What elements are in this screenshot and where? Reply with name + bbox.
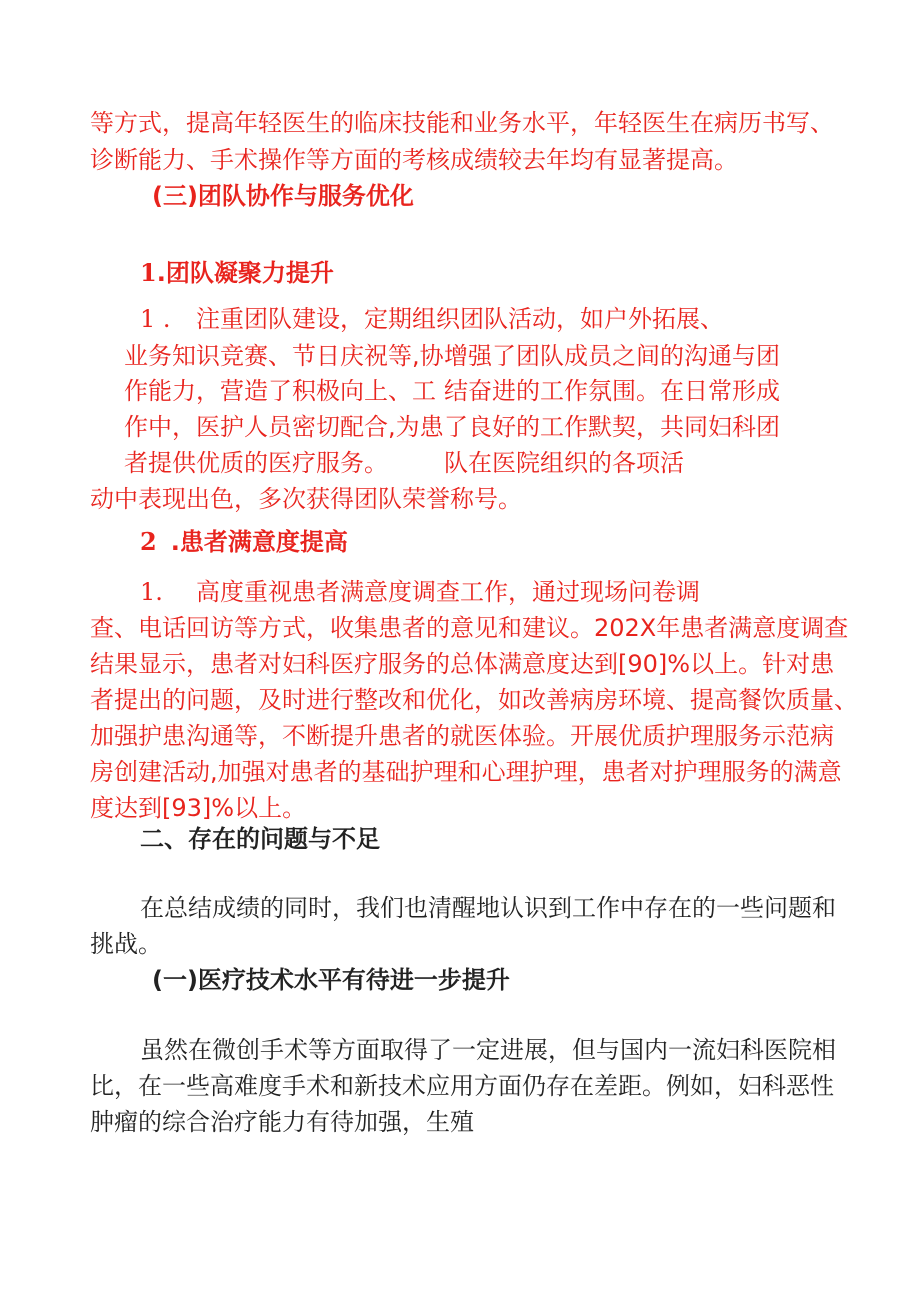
subheading-number: 1 — [140, 258, 157, 287]
paragraph-line: 肿瘤的综合治疗能力有待加强，生殖 — [90, 1108, 474, 1136]
paragraph-line: 等方式，提高年轻医生的临床技能和业务水平，年轻医生在病历书写、 — [90, 109, 834, 137]
column-left-line: 作中，医护人员密切配合,为患 — [124, 413, 444, 441]
paragraph-line: 比，在一些高难度手术和新技术应用方面仍存在差距。例如，妇科恶性 — [90, 1072, 834, 1100]
column-left-line: 业务知识竞赛、节日庆祝等,协 — [124, 342, 444, 370]
section-heading-problems: 二、存在的问题与不足 — [140, 825, 380, 853]
paragraph-line: 注重团队建设，定期组织团队活动，如户外拓展、 — [196, 305, 724, 333]
subheading-text: .患者满意度提高 — [170, 528, 348, 556]
paragraph-line: 度达到[93]%以上。 — [90, 794, 307, 822]
column-right-line: 结奋进的工作氛围。在日常形成 — [444, 377, 780, 405]
subheading-number: 2 — [140, 527, 157, 556]
column-left-line: 者提供优质的医疗服务。 — [124, 449, 388, 477]
paragraph-line: 诊断能力、手术操作等方面的考核成绩较去年均有显著提高。 — [90, 146, 738, 174]
column-right-line: 增强了团队成员之间的沟通与团 — [444, 342, 780, 370]
paragraph-line: 查、电话回访等方式，收集患者的意见和建议。202X年患者满意度调查 — [90, 614, 849, 642]
paragraph-line: 在总结成绩的同时，我们也清醒地认识到工作中存在的一些问题和 — [140, 894, 836, 922]
paragraph-line: 结果显示，患者对妇科医疗服务的总体满意度达到[90]%以上。针对患 — [90, 650, 835, 678]
paragraph-line: 加强护患沟通等，不断提升患者的就医体验。开展优质护理服务示范病 — [90, 722, 834, 750]
subheading-cohesion — [140, 258, 334, 288]
column-right-line: 了良好的工作默契，共同妇科团 — [444, 413, 780, 441]
paragraph-line: 挑战。 — [90, 930, 162, 958]
subheading-text: .团队凝聚力提升 — [156, 259, 334, 287]
paragraph-line: 房创建活动,加强对患者的基础护理和心理护理，患者对护理服务的满意 — [90, 758, 842, 786]
section-heading-team: (三)团队协作与服务优化 — [152, 182, 414, 210]
list-number: 1. — [140, 578, 163, 606]
paragraph-line: 高度重视患者满意度调查工作，通过现场问卷调 — [196, 578, 700, 606]
column-right-line: 队在医院组织的各项活 — [444, 449, 684, 477]
paragraph-line: 动中表现出色，多次获得团队荣誉称号。 — [90, 485, 522, 513]
section-heading-tech: (一)医疗技术水平有待进一步提升 — [152, 966, 510, 994]
list-number: 1 . — [140, 305, 171, 333]
column-left-line: 作能力，营造了积极向上、工 — [124, 377, 436, 405]
paragraph-line: 虽然在微创手术等方面取得了一定进展，但与国内一流妇科医院相 — [140, 1036, 836, 1064]
paragraph-line: 者提出的问题，及时进行整改和优化，如改善病房环境、提高餐饮质量、 — [90, 686, 858, 714]
subheading-satisfaction — [140, 527, 348, 557]
